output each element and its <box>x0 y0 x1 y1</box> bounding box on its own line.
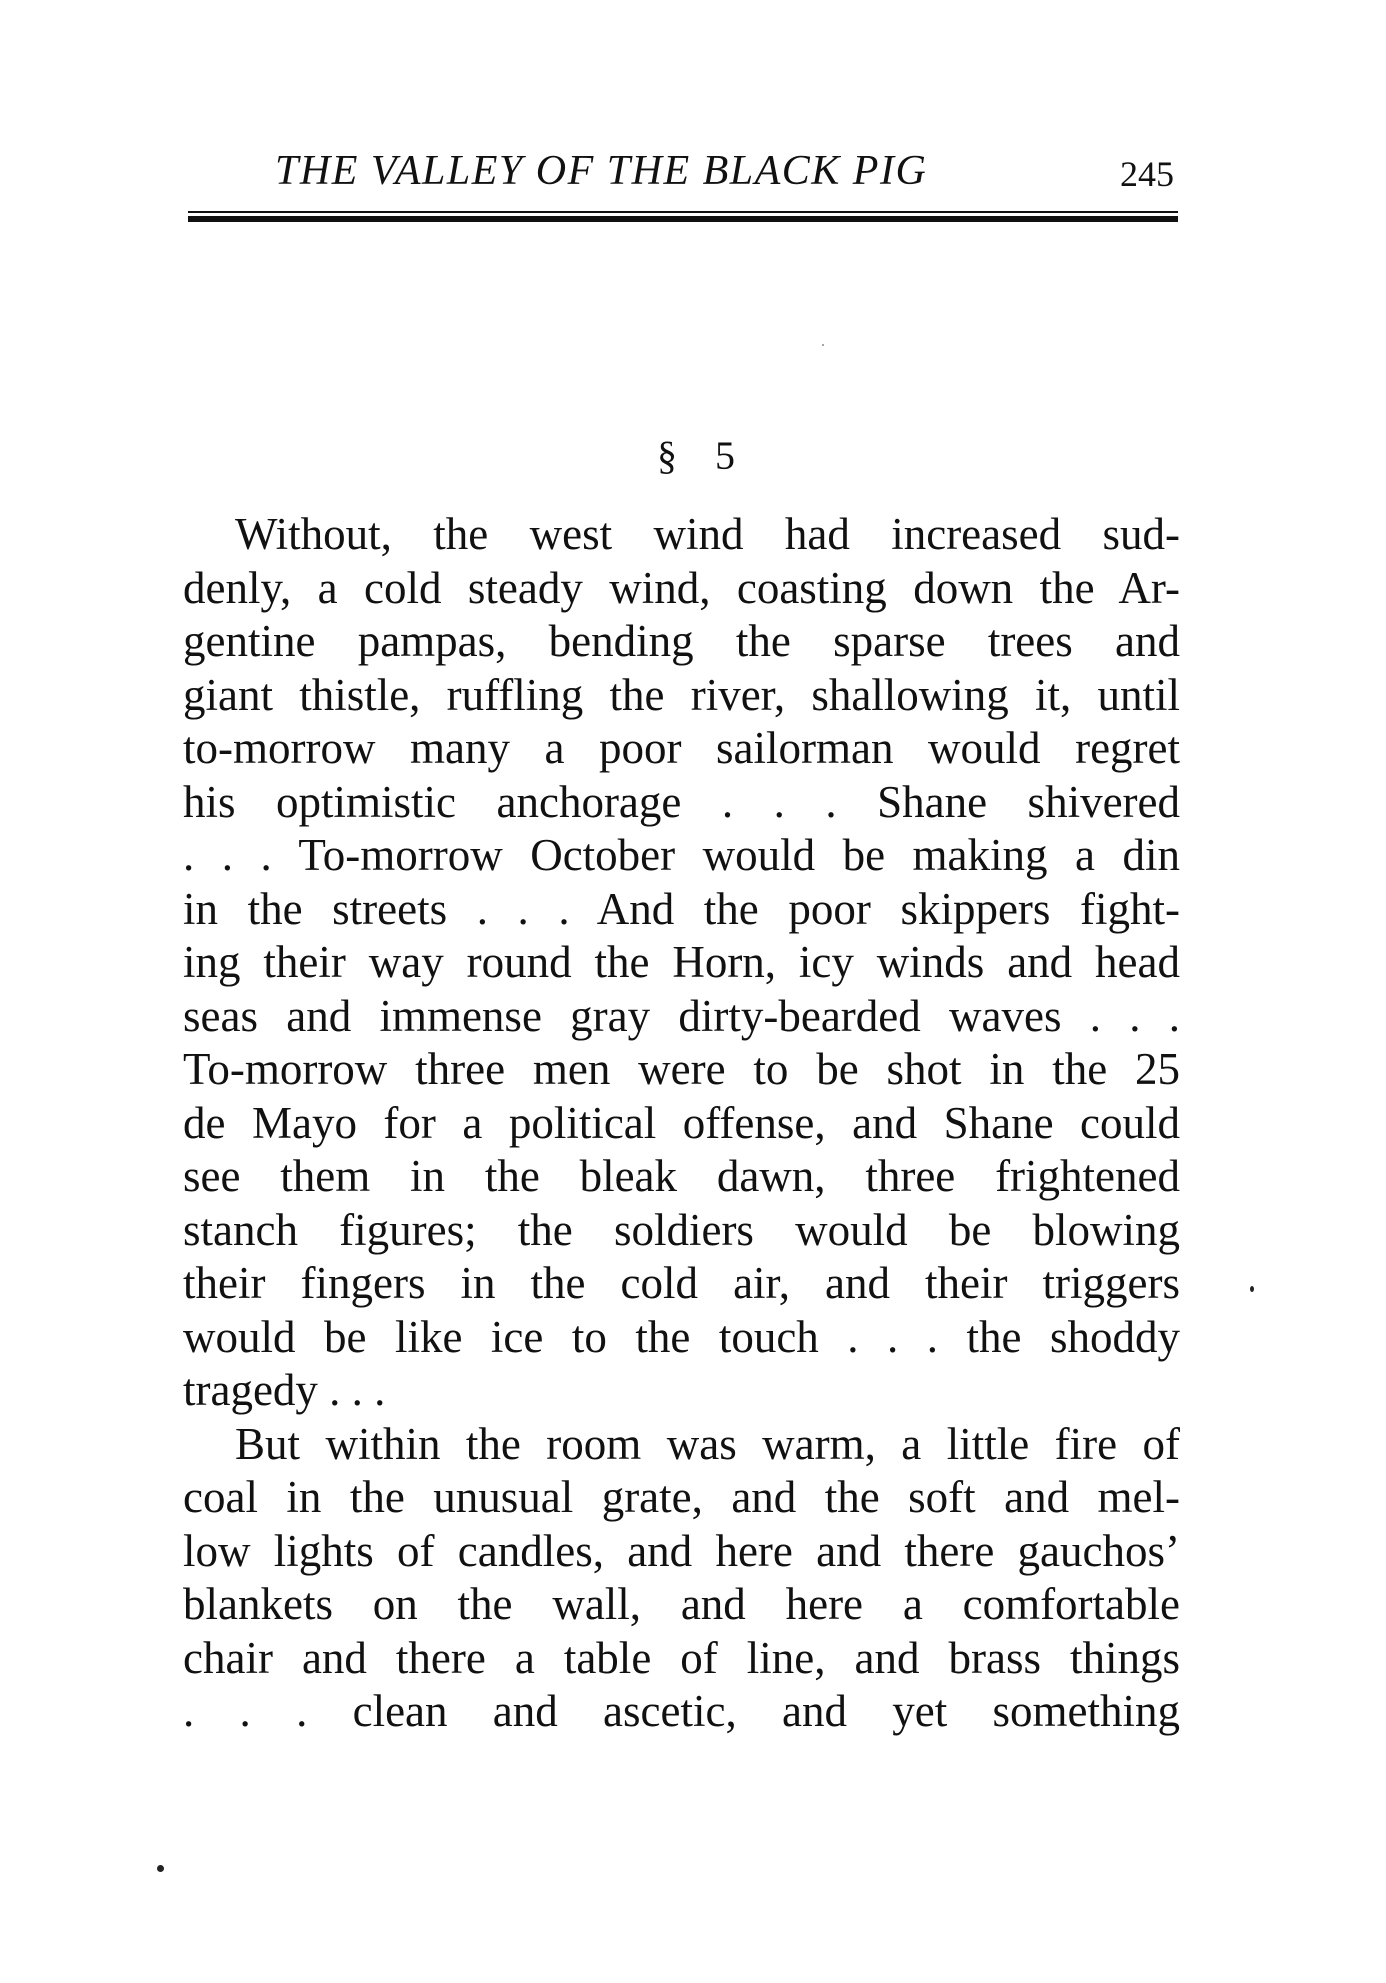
text-line: stanch figures; the soldiers would be blowing <box>183 1204 1180 1255</box>
text-line: in the streets . . . And the poor skippers fight- <box>183 883 1180 934</box>
header-rule-thin <box>188 211 1178 213</box>
text-line: de Mayo for a political offense, and Shane could <box>183 1097 1180 1148</box>
text-line: giant thistle, ruffling the river, shallowing it, until <box>183 669 1180 720</box>
text-line: . . . To-morrow October would be making a din <box>183 830 1180 880</box>
text-line: gentine pampas, bending the sparse trees and <box>183 616 1180 666</box>
ink-speck <box>1250 1286 1254 1292</box>
text-line: to-morrow many a poor sailorman would regret <box>183 723 1180 773</box>
text-line: ing their way round the Horn, icy winds and head <box>183 937 1180 987</box>
text-line: To-morrow three men were to be shot in the 25 <box>183 1044 1180 1094</box>
text-line: see them in the bleak dawn, three frightened <box>183 1151 1180 1201</box>
text-line: coal in the unusual grate, and the soft and mel- <box>183 1472 1180 1522</box>
text-line: their fingers in the cold air, and their triggers <box>183 1258 1180 1308</box>
text-line: his optimistic anchorage . . . Shane shivered <box>183 776 1180 827</box>
body-text <box>183 508 1180 1739</box>
paragraph-1 <box>183 508 1180 1418</box>
text-line: tragedy . . . <box>183 1365 386 1415</box>
ink-speck <box>157 1865 164 1872</box>
header-rule-thick <box>188 216 1178 222</box>
ink-speck <box>822 344 824 346</box>
text-line: low lights of candles, and here and there gauchos’ <box>183 1525 1180 1576</box>
text-line: Without, the west wind had increased sud- <box>235 509 1180 559</box>
text-line: . . . clean and ascetic, and yet something <box>183 1686 1180 1736</box>
running-title: THE VALLEY OF THE BLACK PIG <box>275 148 928 194</box>
text-line: would be like ice to the touch . . . the shoddy <box>183 1311 1180 1362</box>
section-mark: § 5 <box>657 433 749 478</box>
text-line: denly, a cold steady wind, coasting down the Ar- <box>183 562 1180 613</box>
text-line: But within the room was warm, a little fire of <box>235 1418 1180 1469</box>
paragraph-2 <box>183 1418 1180 1739</box>
running-head <box>185 147 1180 207</box>
page-number: 245 <box>1120 154 1174 194</box>
text-line: blankets on the wall, and here a comfortable <box>183 1579 1180 1629</box>
text-line: seas and immense gray dirty-bearded waves . . . <box>183 990 1180 1041</box>
text-line: chair and there a table of line, and brass things <box>183 1632 1180 1683</box>
